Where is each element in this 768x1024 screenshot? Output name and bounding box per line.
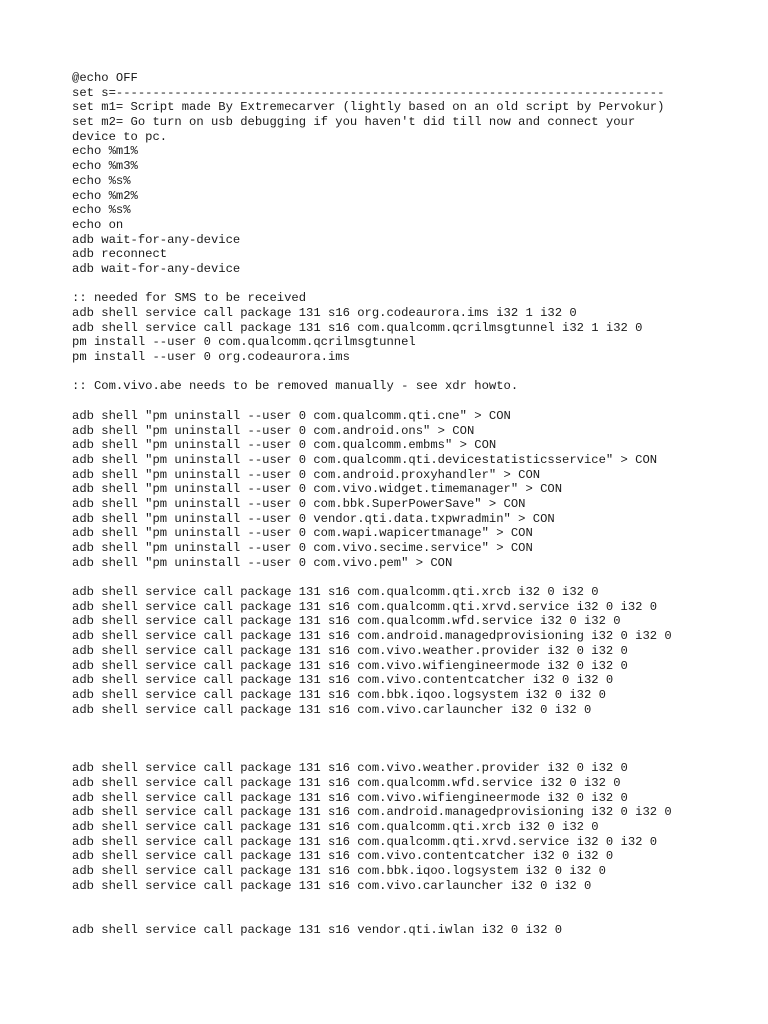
script-line: adb shell "pm uninstall --user 0 com.bbk.SuperPowerSave" > CON (72, 496, 526, 511)
blank-line (72, 277, 752, 292)
script-line: echo on (72, 217, 124, 232)
script-line: set m2= Go turn on usb debugging if you haven't did till now and connect your (72, 115, 636, 130)
script-line: adb shell service call package 131 s16 com.vivo.contentcatcher i32 0 i32 0 (72, 673, 614, 688)
script-line: set s=--------------------------------------------------------------------------- (72, 85, 665, 100)
script-line: adb shell "pm uninstall --user 0 com.android.proxyhandler" > CON (72, 467, 541, 482)
script-line: adb shell service call package 131 s16 com.qualcomm.qti.xrvd.service i32 0 i32 0 (72, 599, 658, 614)
script-line: adb shell "pm uninstall --user 0 com.qualcomm.embms" > CON (72, 438, 497, 453)
script-line: adb shell service call package 131 s16 com.bbk.iqoo.logsystem i32 0 i32 0 (72, 687, 606, 702)
script-line: adb wait-for-any-device (72, 232, 241, 247)
script-line: adb shell service call package 131 s16 vendor.qti.iwlan i32 0 i32 0 (72, 922, 563, 937)
script-line: echo %m2% (72, 188, 138, 203)
script-line: adb shell service call package 131 s16 com.qualcomm.qti.xrcb i32 0 i32 0 (72, 820, 599, 835)
script-line: :: needed for SMS to be received (72, 291, 307, 306)
script-line: adb shell "pm uninstall --user 0 com.qualcomm.qti.cne" > CON (72, 408, 511, 423)
script-line: echo %m3% (72, 159, 138, 174)
script-line: adb shell "pm uninstall --user 0 vendor.qti.data.txpwradmin" > CON (72, 511, 555, 526)
script-line: device to pc. (72, 129, 168, 144)
script-line: pm install --user 0 com.qualcomm.qcrilmsgtunnel (72, 335, 416, 350)
script-line: adb shell service call package 131 s16 com.android.managedprovisioning i32 0 i32 0 (72, 805, 672, 820)
script-line: :: Com.vivo.abe needs to be removed manually - see xdr howto. (72, 379, 519, 394)
script-line: adb shell "pm uninstall --user 0 com.vivo.widget.timemanager" > CON (72, 482, 563, 497)
script-line: adb shell service call package 131 s16 com.vivo.weather.provider i32 0 i32 0 (72, 643, 628, 658)
script-line: adb wait-for-any-device (72, 261, 241, 276)
blank-line (72, 747, 752, 762)
script-line: @echo OFF (72, 71, 138, 85)
script-text-block (72, 71, 752, 938)
blank-line (72, 570, 752, 585)
script-line: adb shell service call package 131 s16 com.vivo.carlauncher i32 0 i32 0 (72, 702, 592, 717)
script-line: adb shell service call package 131 s16 com.qualcomm.wfd.service i32 0 i32 0 (72, 776, 621, 790)
script-line: adb shell service call package 131 s16 org.codeaurora.ims i32 1 i32 0 (72, 306, 577, 320)
script-line: pm install --user 0 org.codeaurora.ims (72, 350, 350, 365)
blank-line (72, 732, 752, 747)
blank-line (72, 365, 752, 380)
script-line: adb shell service call package 131 s16 com.android.managedprovisioning i32 0 i32 0 (72, 629, 672, 644)
script-line: adb shell "pm uninstall --user 0 com.vivo.pem" > CON (72, 555, 453, 570)
script-line: echo %s% (72, 173, 131, 188)
blank-line (72, 394, 752, 409)
script-line: adb shell service call package 131 s16 com.bbk.iqoo.logsystem i32 0 i32 0 (72, 864, 606, 879)
script-line: echo %m1% (72, 144, 138, 159)
script-line: set m1= Script made By Extremecarver (lightly based on an old script by Pervokur) (72, 100, 665, 115)
script-line: adb shell service call package 131 s16 com.vivo.wifiengineermode i32 0 i32 0 (72, 790, 628, 805)
script-line: adb shell service call package 131 s16 com.qualcomm.qti.xrcb i32 0 i32 0 (72, 585, 599, 600)
script-line: echo %s% (72, 203, 131, 218)
blank-line (72, 908, 752, 923)
script-line: adb reconnect (72, 247, 168, 262)
script-line: adb shell "pm uninstall --user 0 com.vivo.secime.service" > CON (72, 541, 533, 555)
script-line: adb shell "pm uninstall --user 0 com.qualcomm.qti.devicestatisticsservice" > CON (72, 452, 658, 467)
script-line: adb shell service call package 131 s16 com.qualcomm.qti.xrvd.service i32 0 i32 0 (72, 834, 658, 849)
blank-line (72, 894, 752, 909)
script-line: adb shell service call package 131 s16 com.vivo.weather.provider i32 0 i32 0 (72, 761, 628, 776)
blank-line (72, 717, 752, 732)
script-line: adb shell service call package 131 s16 com.vivo.contentcatcher i32 0 i32 0 (72, 849, 614, 864)
script-line: adb shell service call package 131 s16 com.vivo.wifiengineermode i32 0 i32 0 (72, 658, 628, 673)
script-line: adb shell "pm uninstall --user 0 com.wapi.wapicertmanage" > CON (72, 526, 533, 541)
script-line: adb shell service call package 131 s16 com.vivo.carlauncher i32 0 i32 0 (72, 878, 592, 893)
script-line: adb shell service call package 131 s16 com.qualcomm.wfd.service i32 0 i32 0 (72, 614, 621, 629)
script-line: adb shell service call package 131 s16 com.qualcomm.qcrilmsgtunnel i32 1 i32 0 (72, 320, 643, 335)
script-line: adb shell "pm uninstall --user 0 com.android.ons" > CON (72, 423, 475, 438)
